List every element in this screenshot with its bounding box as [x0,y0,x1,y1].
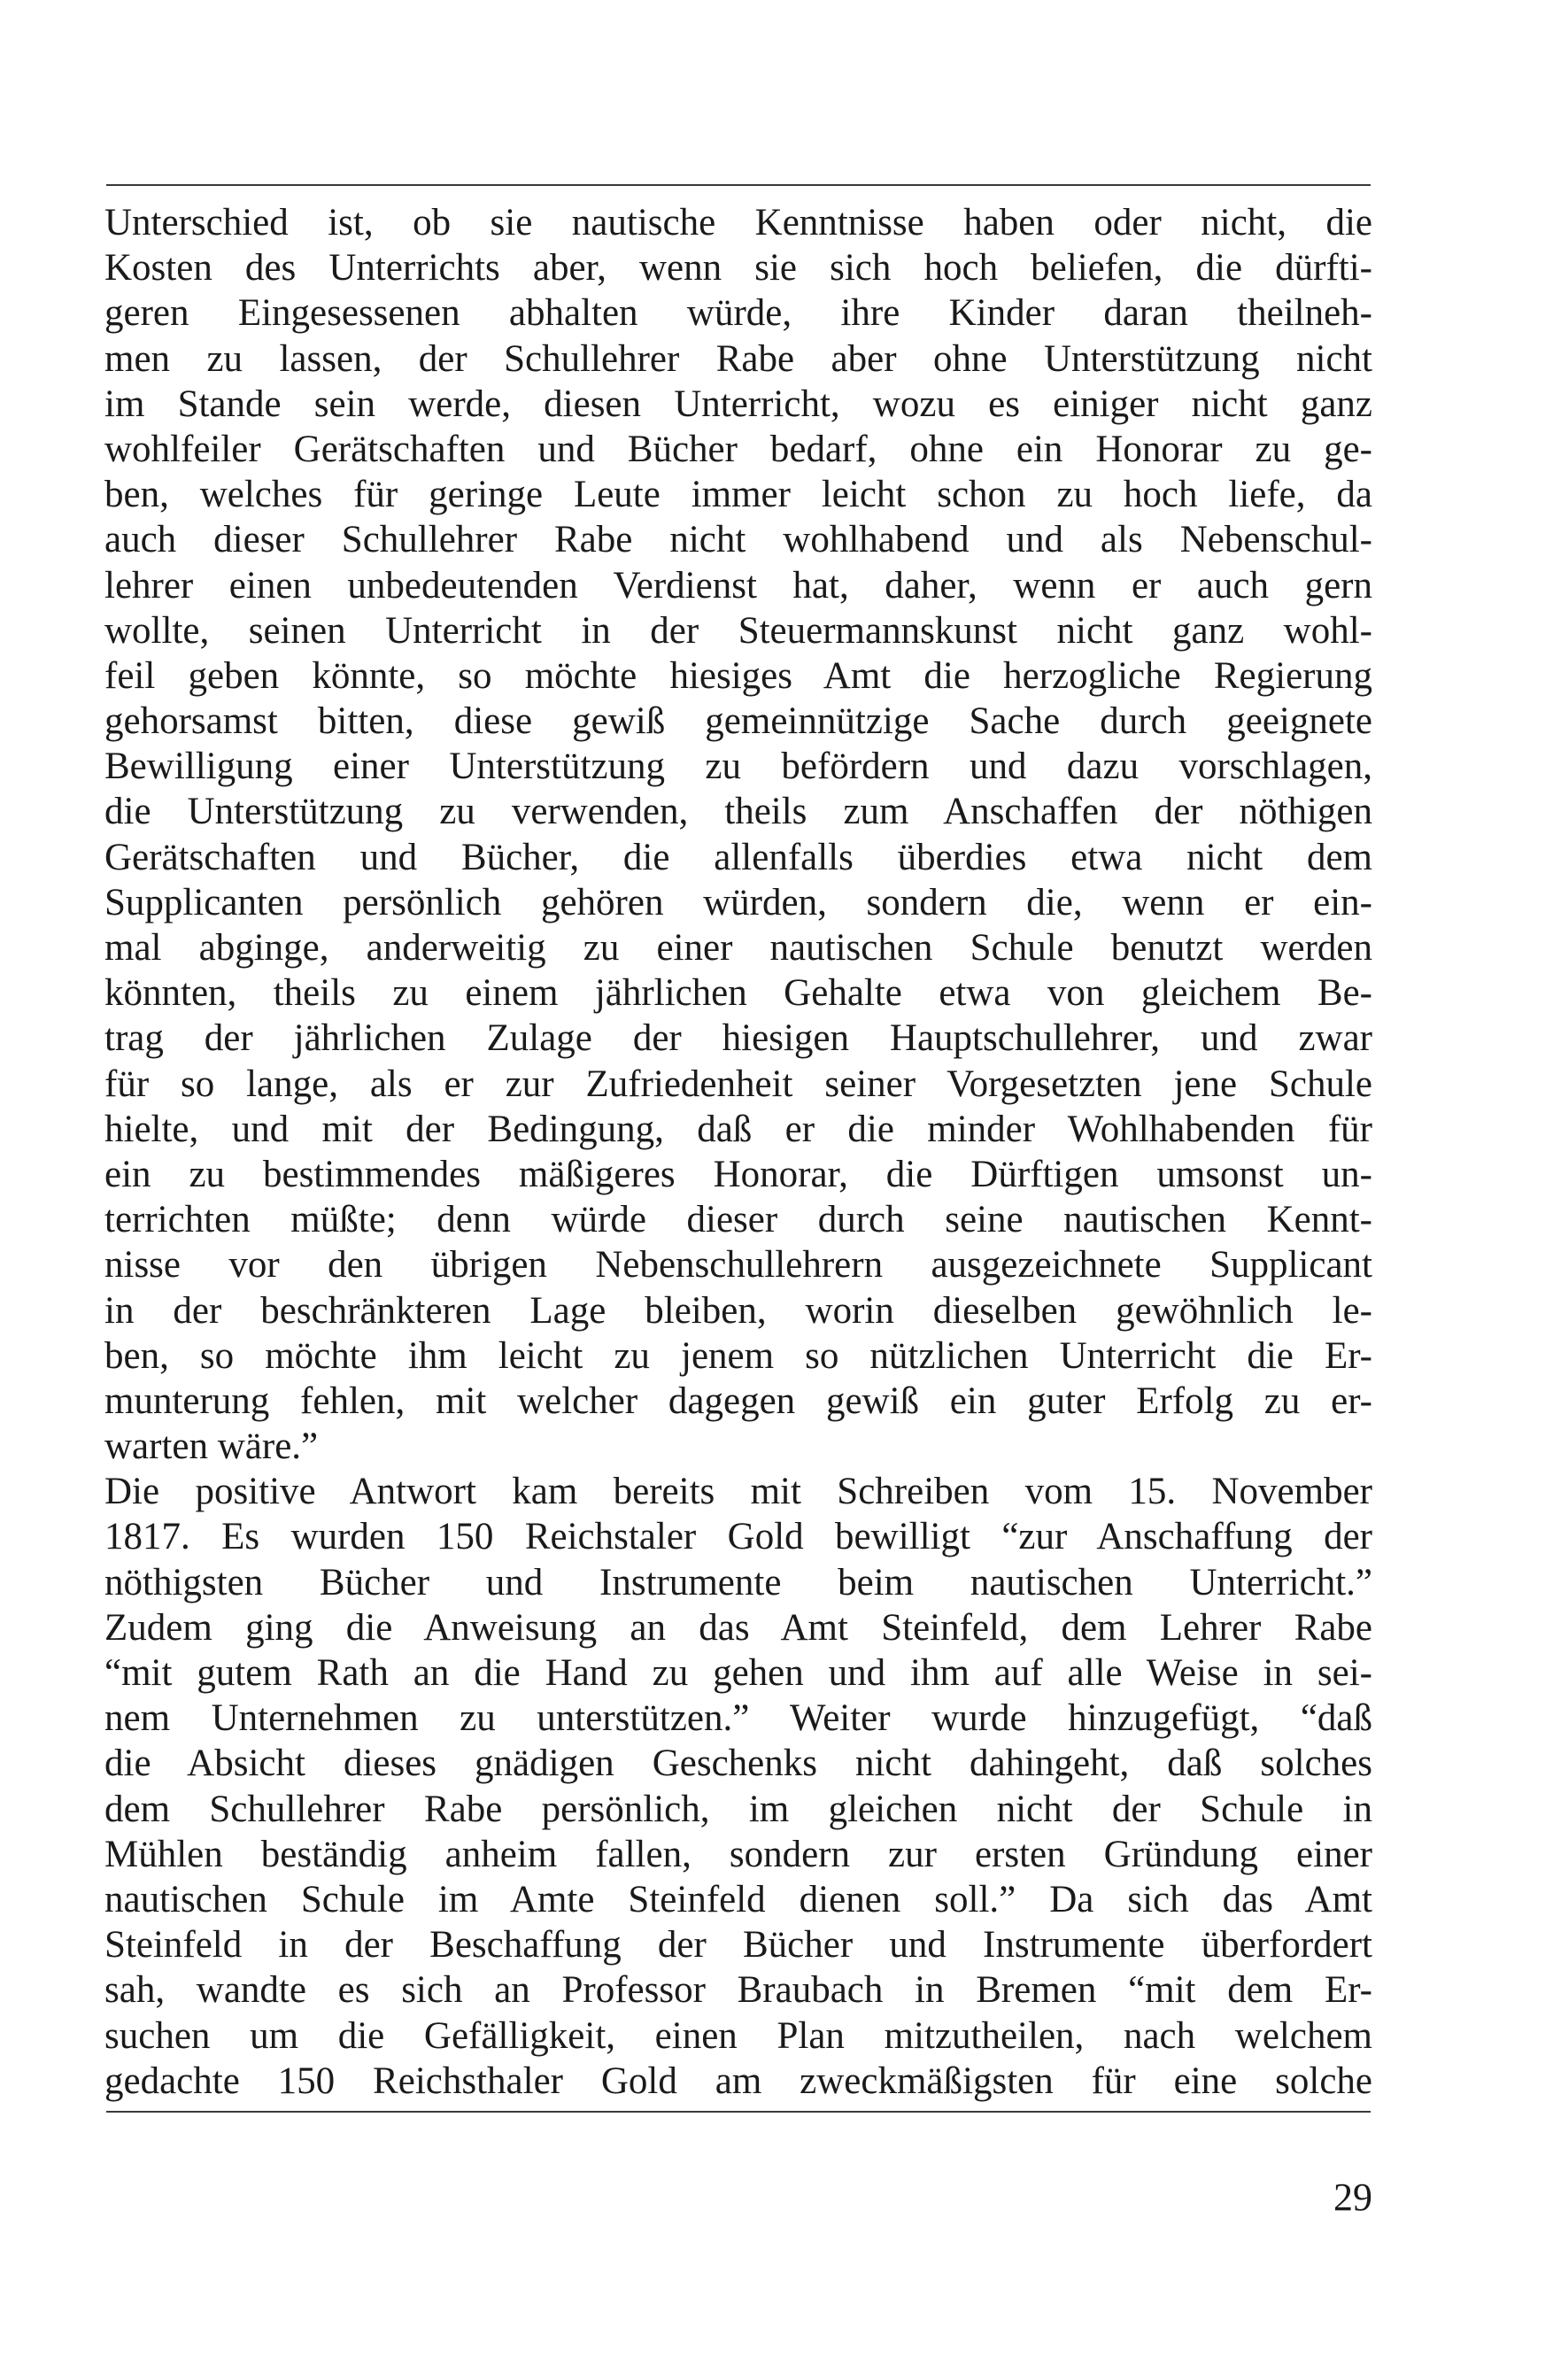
text-line: für so lange, als er zur Zufriedenheit seiner Vorgesetzten jene Schule [104,1062,1372,1105]
text-line: wollte, seinen Unterricht in der Steuermannskunst nicht ganz wohl- [104,609,1372,652]
text-line: nautischen Schule im Amte Steinfeld dienen soll.” Da sich das Amt [104,1878,1372,1920]
text-line: 1817. Es wurden 150 Reichstaler Gold bewilligt “zur Anschaffung der [104,1516,1372,1558]
text-line: nisse vor den übrigen Nebenschullehrern ausgezeichnete Supplicant [104,1244,1372,1287]
text-line: warten wäre.” [104,1426,319,1468]
text-line: gedachte 150 Reichsthaler Gold am zweckmäßigsten für eine solche [104,2059,1372,2102]
body-text [104,200,1372,2104]
text-line: suchen um die Gefälligkeit, einen Plan mitzutheilen, nach welchem [104,2014,1372,2057]
text-line: men zu lassen, der Schullehrer Rabe aber ohne Unterstützung nicht [104,337,1372,380]
text-line: ein zu bestimmendes mäßigeres Honorar, die Dürftigen umsonst un- [104,1153,1372,1195]
text-line: die Absicht dieses gnädigen Geschenks nicht dahingeht, daß solches [104,1742,1372,1785]
text-line: Bewilligung einer Unterstützung zu befördern und dazu vorschlagen, [104,746,1372,788]
text-line: die Unterstützung zu verwenden, theils zum Anschaffen der nöthigen [104,791,1372,833]
text-line: Steinfeld in der Beschaffung der Bücher und Instrumente überfordert [104,1924,1372,1967]
text-line: hielte, und mit der Bedingung, daß er die minder Wohlhabenden für [104,1108,1372,1150]
page-number: 29 [1333,2175,1372,2219]
text-line: geren Eingesessenen abhalten würde, ihre Kinder daran theilneh- [104,292,1372,335]
text-line: Zudem ging die Anweisung an das Amt Steinfeld, dem Lehrer Rabe [104,1606,1372,1649]
text-line: Gerätschaften und Bücher, die allenfalls überdies etwa nicht dem [104,836,1372,878]
text-line: ben, so möchte ihm leicht zu jenem so nützlichen Unterricht die Er- [104,1334,1372,1377]
text-line: Supplicanten persönlich gehören würden, sondern die, wenn er ein- [104,881,1372,923]
text-line: sah, wandte es sich an Professor Braubach in Bremen “mit dem Er- [104,1969,1372,2012]
text-line: ben, welches für geringe Leute immer leicht schon zu hoch liefe, da [104,474,1372,516]
text-line: gehorsamst bitten, diese gewiß gemeinnützige Sache durch geeignete [104,700,1372,743]
text-line: lehrer einen unbedeutenden Verdienst hat, daher, wenn er auch gern [104,564,1372,607]
text-line: auch dieser Schullehrer Rabe nicht wohlhabend und als Nebenschul- [104,519,1372,561]
top-rule [106,184,1371,186]
text-line: feil geben könnte, so möchte hiesiges Amt die herzogliche Regierung [104,654,1372,697]
text-line: dem Schullehrer Rabe persönlich, im gleichen nicht der Schule in [104,1788,1372,1830]
text-line: “mit gutem Rath an die Hand zu gehen und ihm auf alle Weise in sei- [104,1652,1372,1694]
text-line: Mühlen beständig anheim fallen, sondern zur ersten Gründung einer [104,1833,1372,1875]
text-line: wohlfeiler Gerätschaften und Bücher bedarf, ohne ein Honorar zu ge- [104,428,1372,470]
text-line: Kosten des Unterrichts aber, wenn sie sich hoch beliefen, die dürfti- [104,247,1372,290]
text-line: trag der jährlichen Zulage der hiesigen Hauptschullehrer, und zwar [104,1017,1372,1060]
text-line: nöthigsten Bücher und Instrumente beim nautischen Unterricht.” [104,1561,1372,1603]
bottom-rule [106,2111,1371,2113]
text-line: terrichten müßte; denn würde dieser durch seine nautischen Kennt- [104,1199,1372,1241]
text-line: nem Unternehmen zu unterstützen.” Weiter wurde hinzugefügt, “daß [104,1697,1372,1740]
text-line: im Stande sein werde, diesen Unterricht, wozu es einiger nicht ganz [104,382,1372,425]
text-line: könnten, theils zu einem jährlichen Gehalte etwa von gleichem Be- [104,972,1372,1015]
text-line: mal abginge, anderweitig zu einer nautischen Schule benutzt werden [104,927,1372,969]
text-line: Unterschied ist, ob sie nautische Kenntnisse haben oder nicht, die [104,202,1372,243]
text-line: munterung fehlen, mit welcher dagegen gewiß ein guter Erfolg zu er- [104,1379,1372,1422]
text-line: in der beschränkteren Lage bleiben, worin dieselben gewöhnlich le- [104,1289,1372,1332]
text-line: Die positive Antwort kam bereits mit Schreiben vom 15. November [104,1471,1372,1513]
